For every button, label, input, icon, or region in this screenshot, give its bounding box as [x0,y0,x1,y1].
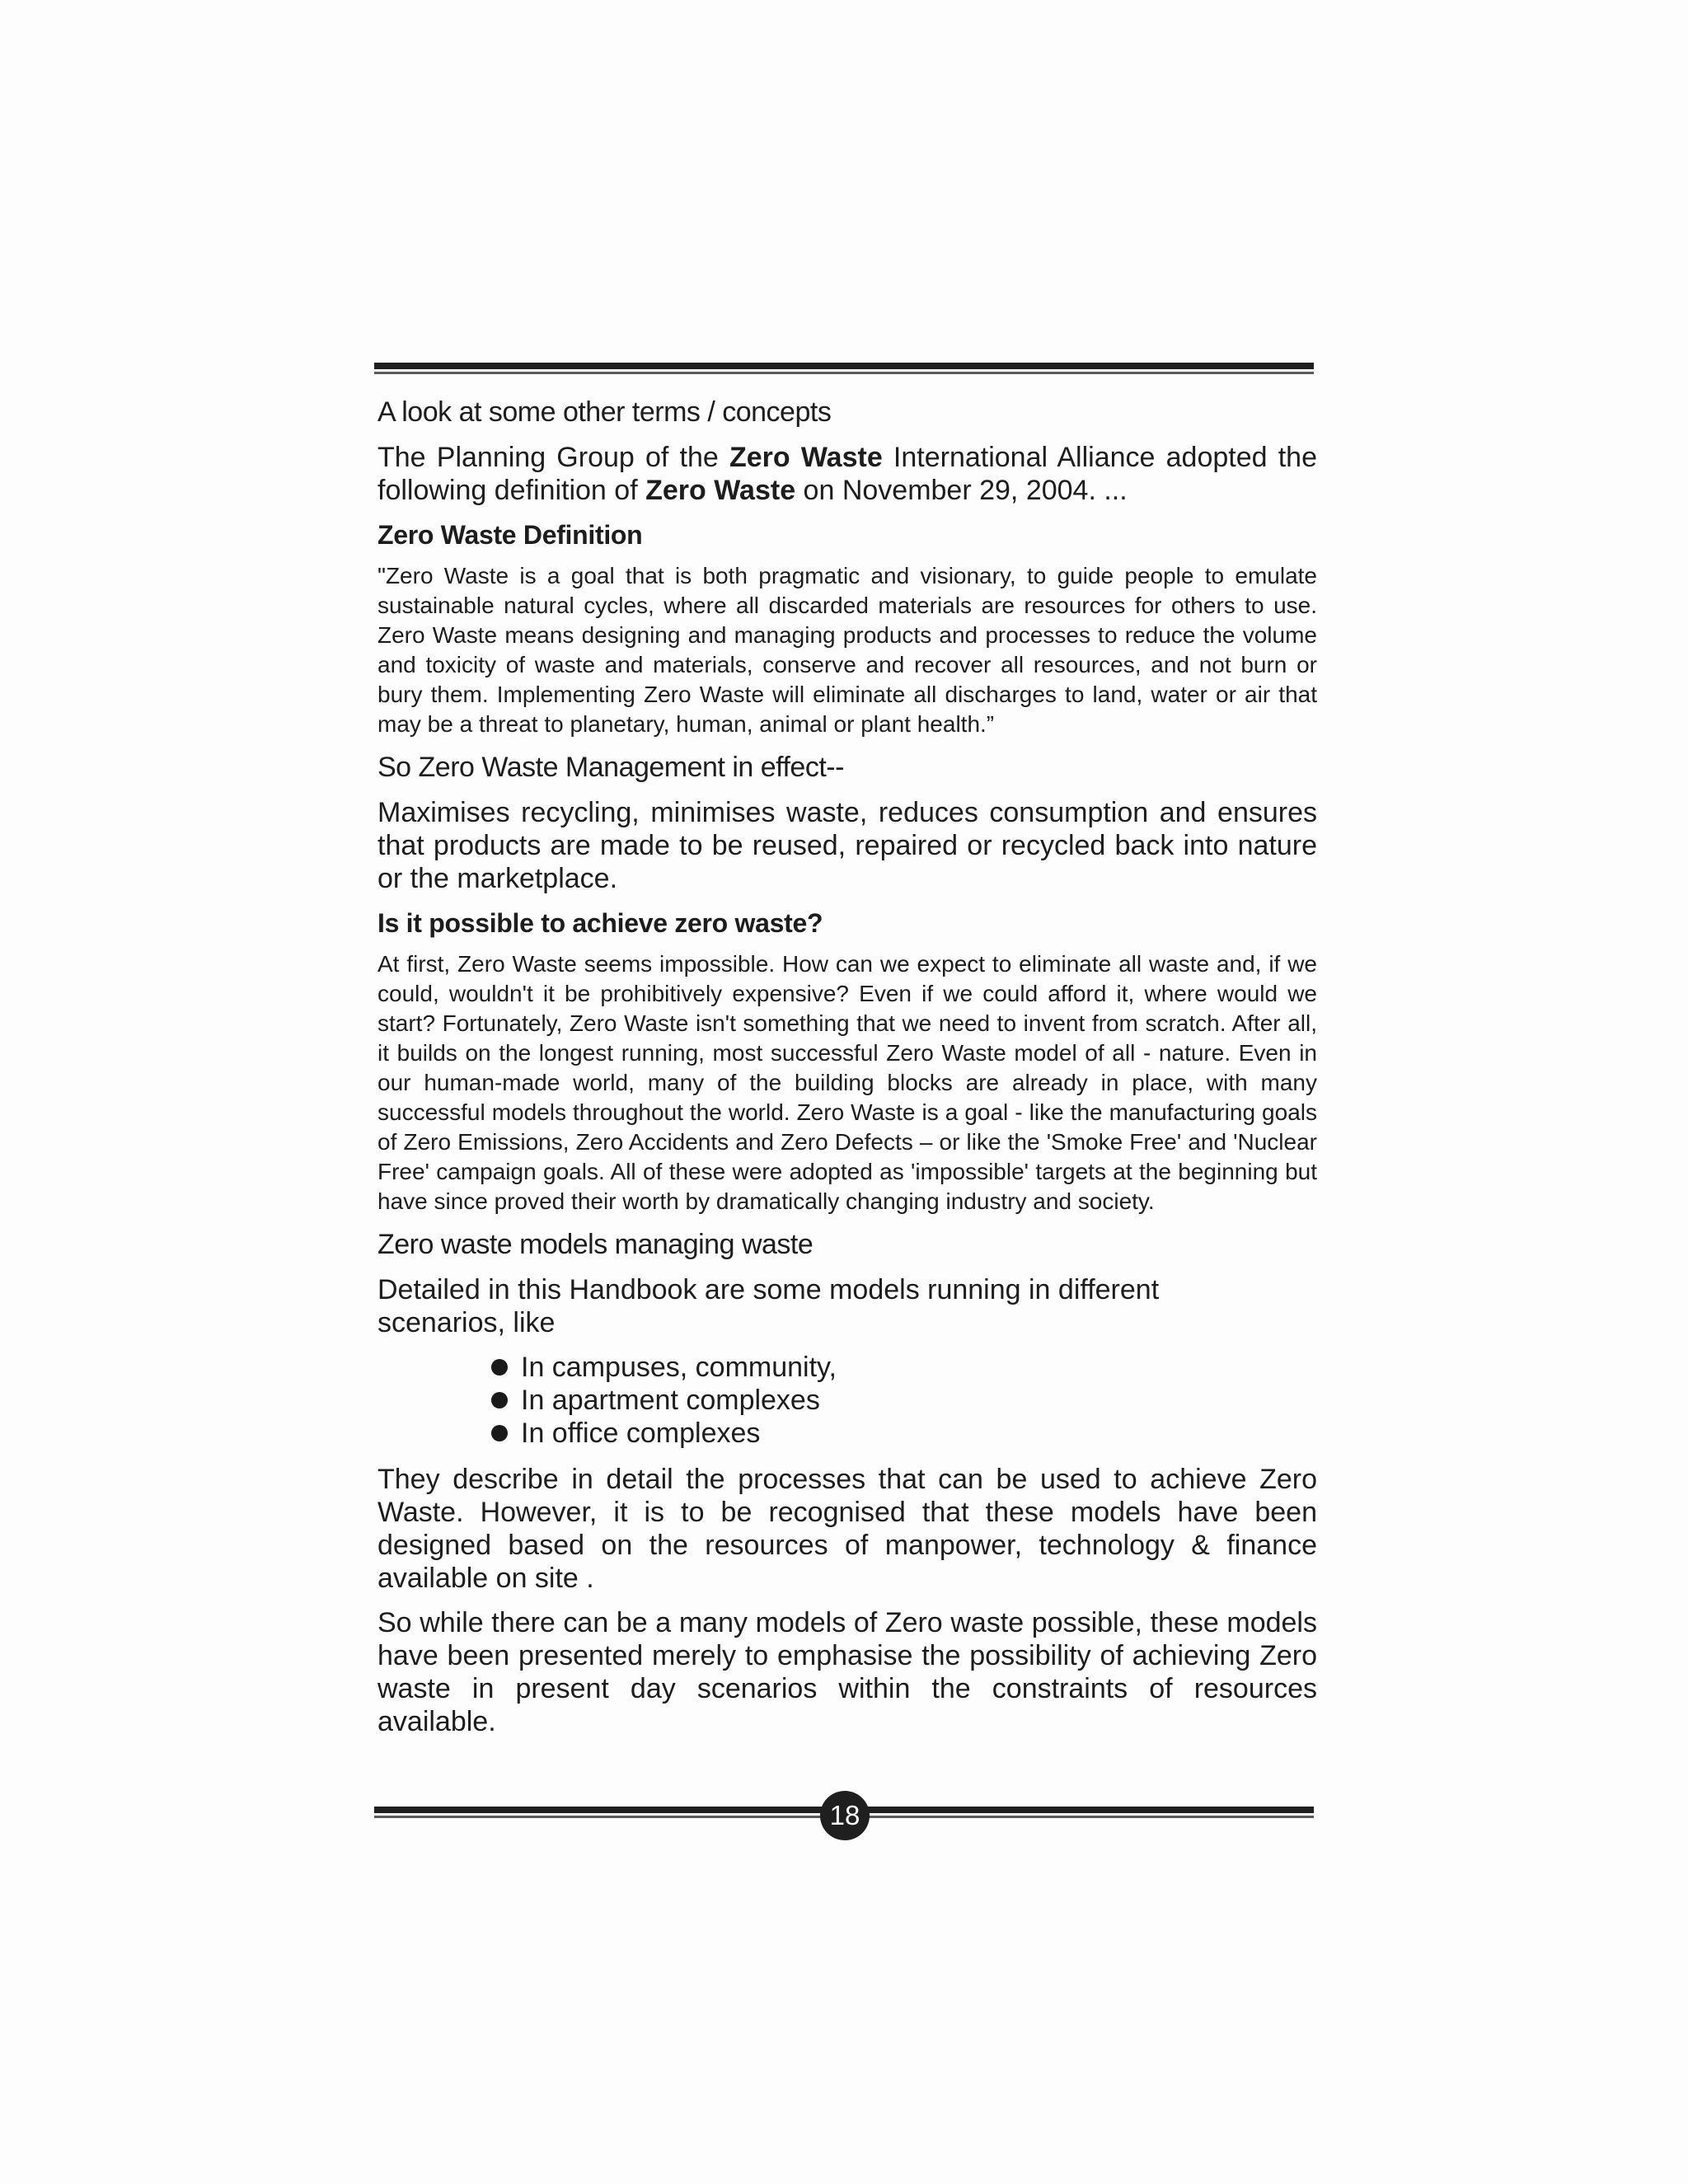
bullet-icon [491,1392,508,1408]
management-text: Maximises recycling, minimises waste, reduces consumption and ensures that products are made to be reused, repaired or recycled back into nature or the marketplace. [377,797,1317,894]
models-describe: They describe in detail the processes that can be used to achieve Zero Waste. However, it is to be recognised that these models have been designed based on the resources of manpower, technology & finance available on site . [377,1464,1317,1594]
header-rule [374,363,1314,374]
zero-waste-bold: Zero Waste [729,442,883,473]
list-item: In apartment complexes [491,1384,1317,1417]
models-closing: So while there can be a many models of Zero waste possible, these models have been presented merely to emphasise the possibility of achieving Zero waste in present day scenarios within the constraints of resources available. [377,1607,1317,1737]
models-lead: Zero waste models managing waste [377,1229,814,1260]
possible-text: At first, Zero Waste seems impossible. How can we expect to eliminate all waste and, if we could, wouldn't it be prohibitively expensive? Even if we could afford it, where would we start? Fortunately, Zero Waste isn't something that we need to invent from scratch. After all, it builds on the longest running, most successful Zero Waste model of all - nature. Even in our human-made world, many of the building blocks are already in place, with many successful models throughout the world. Zero Waste is a goal - like the manufacturing goals of Zero Emissions, Zero Accidents and Zero Defects – or like the 'Smoke Free' and 'Nuclear Free' campaign goals. All of these were adopted as 'impossible' targets at the beginning but have since proved their worth by dramatically changing industry and society. [377,951,1317,1214]
page-number: 18 [820,1791,870,1840]
possible-heading: Is it possible to achieve zero waste? [377,908,823,938]
section-title: A look at some other terms / concepts [377,396,832,428]
intro-paragraph: The Planning Group of the Zero Waste International Alliance adopted the following definition of Zero Waste on November 29, 2004. ... [377,442,1317,506]
page-content [377,396,1317,1750]
models-intro: Detailed in this Handbook are some models running in different scenarios, like [377,1274,1160,1338]
bullet-icon [491,1359,508,1376]
management-lead: So Zero Waste Management in effect-- [377,752,844,783]
definition-text: "Zero Waste is a goal that is both pragmatic and visionary, to guide people to emulate sustainable natural cycles, where all discarded materials are resources for others to use. Zero Waste means designing and managing products and processes to reduce the volume and toxicity of waste and materials, conserve and recover all resources, and not burn or bury them. Implementing Zero Waste will eliminate all discharges to land, water or air that may be a threat to planetary, human, animal or plant health.” [377,563,1317,737]
list-item: In office complexes [491,1417,1317,1450]
scenario-list [377,1351,1317,1450]
definition-heading: Zero Waste Definition [377,520,643,550]
list-item: In campuses, community, [491,1351,1317,1384]
zero-waste-bold: Zero Waste [645,475,796,506]
bullet-icon [491,1425,508,1441]
